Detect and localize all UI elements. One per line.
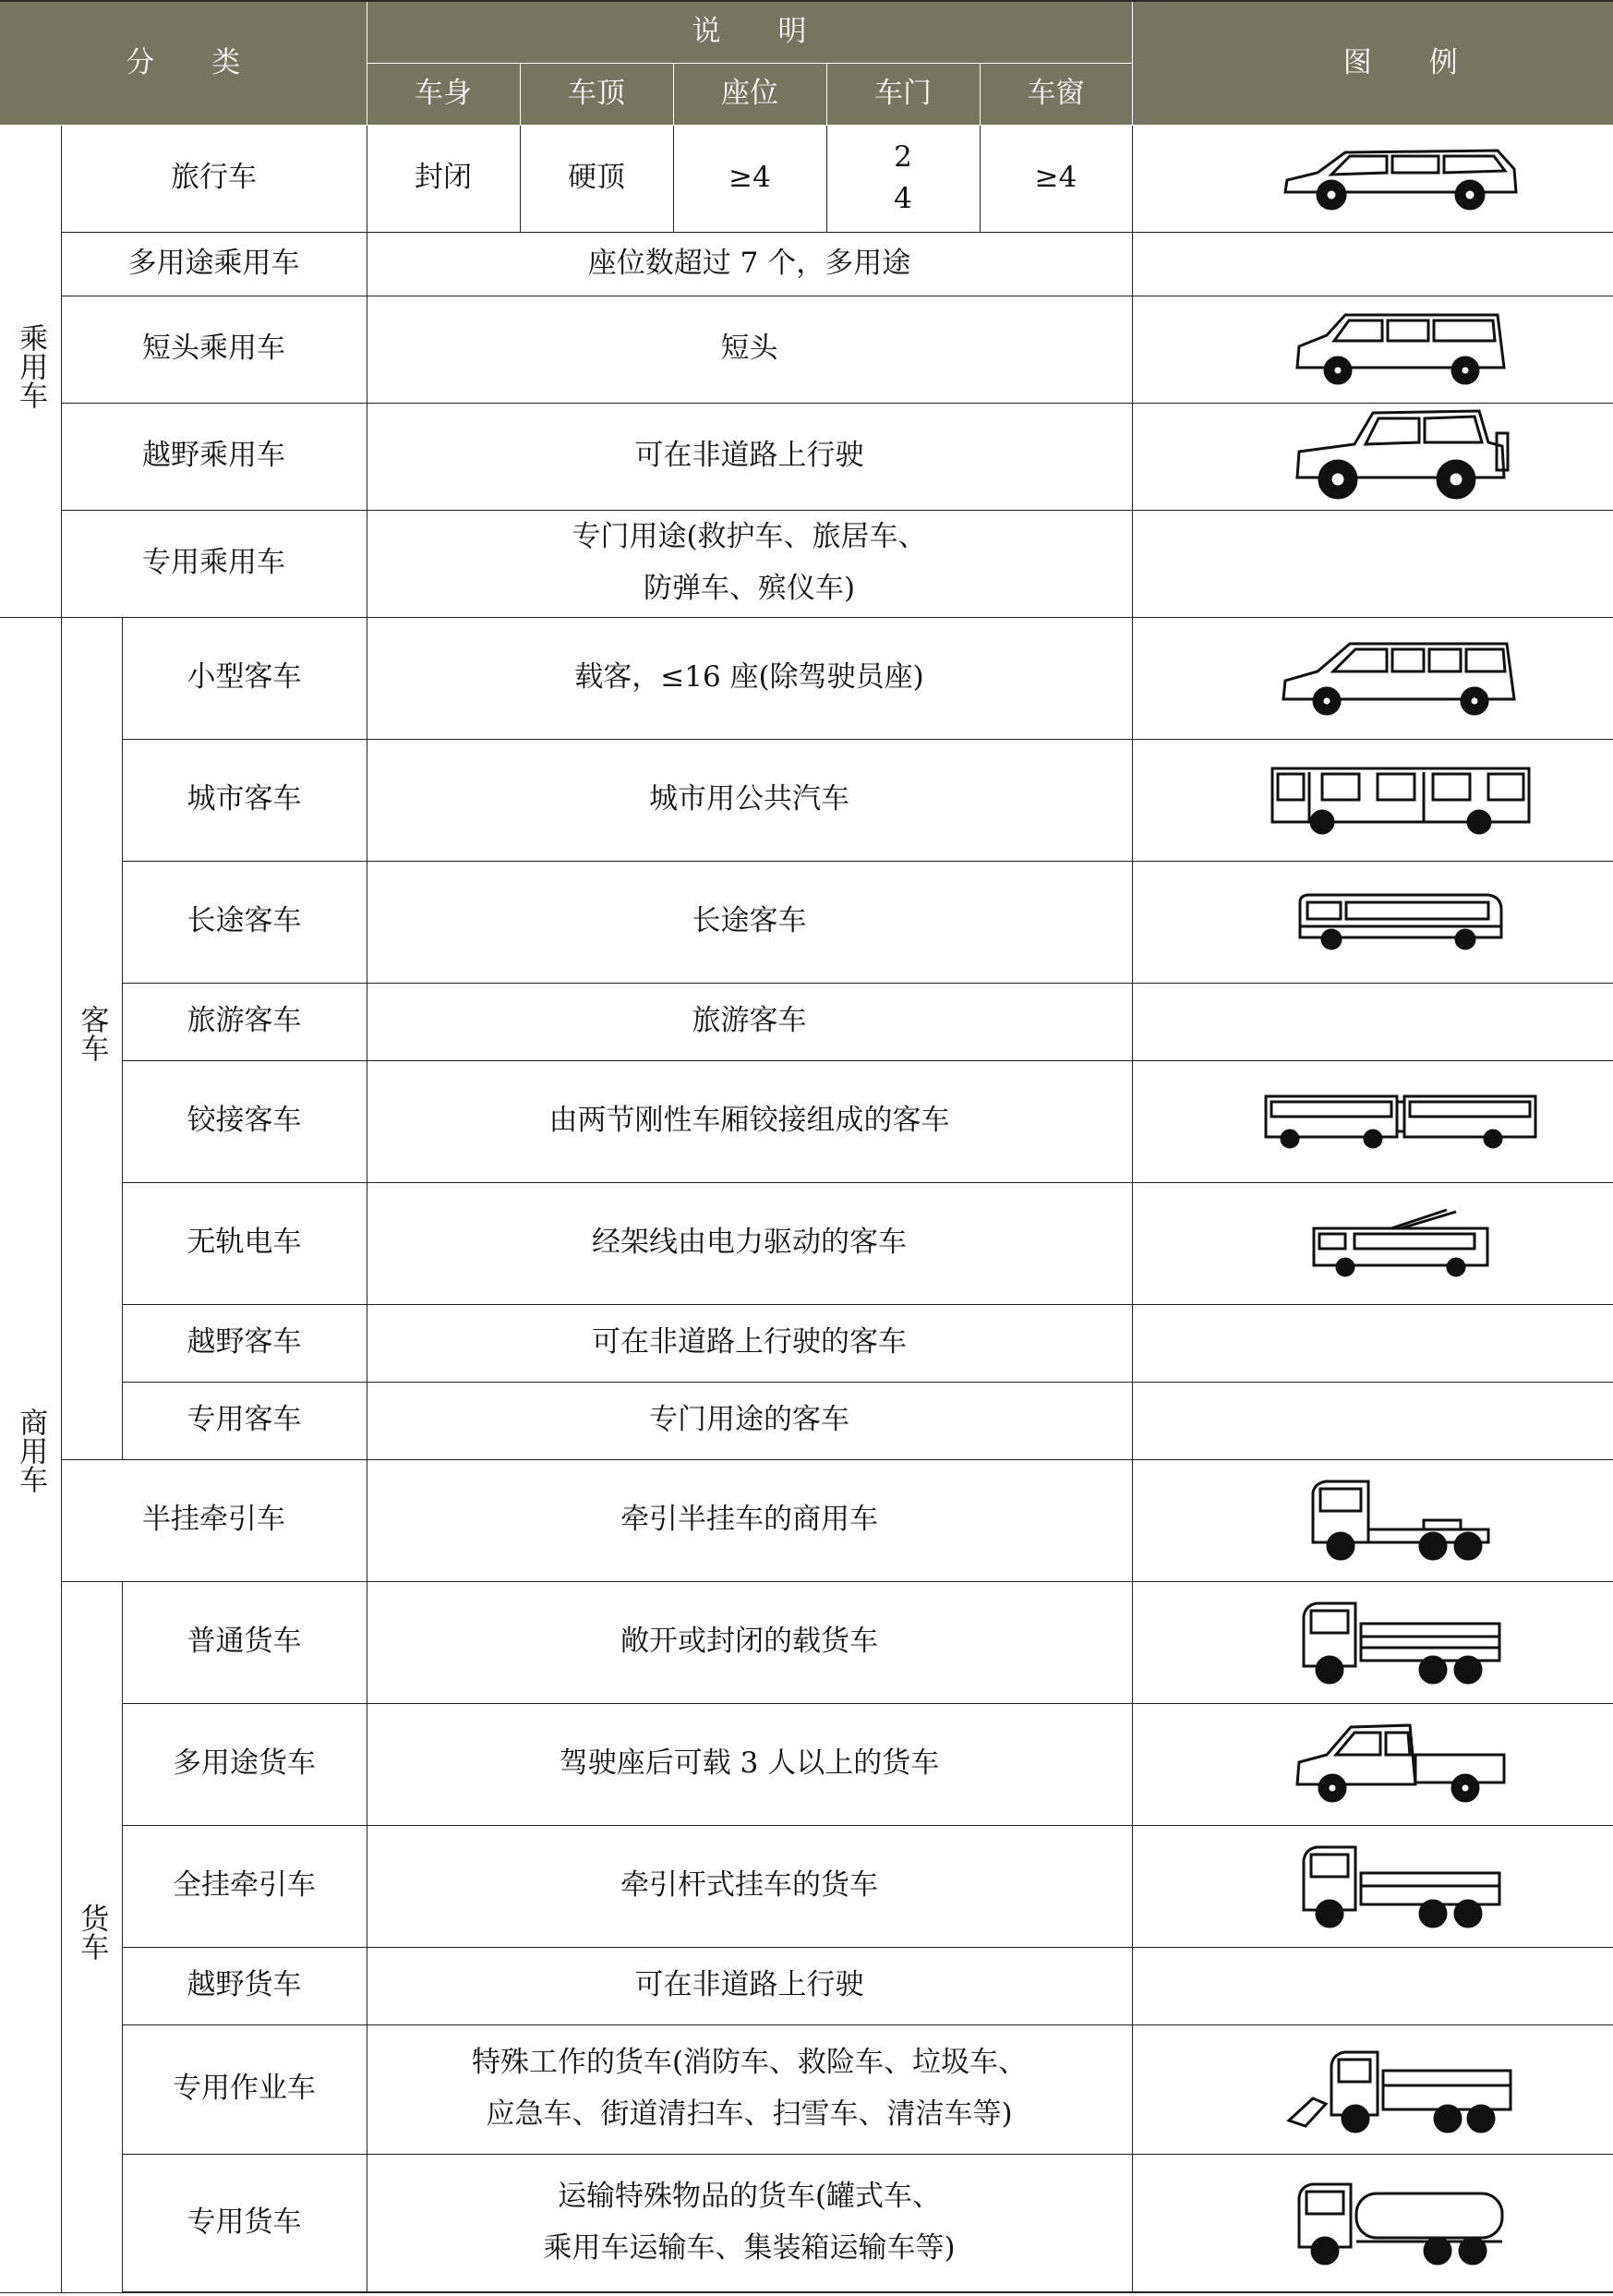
- table-row: [0, 1304, 1613, 1382]
- row-name: 多用途货车: [122, 1703, 367, 1825]
- table-row: [0, 861, 1613, 983]
- cell-doors: [826, 125, 980, 232]
- row-desc-line-1: 运输特殊物品的货车(罐式车、: [557, 2179, 942, 2213]
- row-name: 小型客车: [122, 617, 367, 739]
- row-desc: 驾驶座后可载 3 人以上的货车: [367, 1703, 1132, 1825]
- table-row: [0, 510, 1613, 617]
- row-desc: 载客，≤16 座(除驾驶员座): [367, 617, 1132, 739]
- row-desc: [367, 2024, 1132, 2154]
- row-desc: 牵引半挂车的商用车: [367, 1459, 1132, 1581]
- articulated-bus-icon: [1262, 1089, 1539, 1154]
- legend-cell: [1132, 1459, 1613, 1581]
- row-desc: [367, 510, 1132, 617]
- table-row: [0, 1182, 1613, 1304]
- table-row: [0, 232, 1613, 296]
- row-desc: 专门用途的客车: [367, 1382, 1132, 1459]
- row-desc: 可在非道路上行驶: [367, 1947, 1132, 2024]
- table-row: [0, 1703, 1613, 1825]
- row-name: 无轨电车: [122, 1182, 367, 1304]
- header-description: 说 明: [367, 1, 1132, 63]
- group-commercial-label: 商用车: [14, 1407, 48, 1493]
- legend-cell: [1132, 1304, 1613, 1382]
- row-name: 越野乘用车: [61, 403, 367, 510]
- row-desc-line-2: 应急车、街道清扫车、扫雪车、清洁车等): [486, 2097, 1013, 2131]
- table-row: [0, 739, 1613, 861]
- table-row: [0, 125, 1613, 232]
- tanker-truck-icon: [1290, 2177, 1511, 2269]
- row-desc-line-2: 乘用车运输车、集装箱运输车等): [543, 2230, 956, 2265]
- row-desc: [367, 2154, 1132, 2292]
- row-name: 越野客车: [122, 1304, 367, 1382]
- row-desc: 牵引杆式挂车的货车: [367, 1825, 1132, 1947]
- legend-cell: [1132, 1382, 1613, 1459]
- table-row: [0, 2154, 1613, 2292]
- row-desc: 经架线由电力驱动的客车: [367, 1182, 1132, 1304]
- drawbar-tractor-icon: [1294, 1840, 1507, 1932]
- semi-tractor-icon: [1304, 1474, 1498, 1566]
- row-name: 城市客车: [122, 739, 367, 861]
- group-passenger-car-label: 乘用车: [14, 323, 48, 410]
- group-truck-label: 货车: [75, 1903, 109, 1962]
- row-desc: 座位数超过 7 个，多用途: [367, 232, 1132, 296]
- trolleybus-icon: [1308, 1206, 1493, 1280]
- table-row: [0, 1060, 1613, 1182]
- group-bus: [61, 617, 122, 1459]
- table-row: [0, 403, 1613, 510]
- table-row: [0, 983, 1613, 1060]
- row-desc: 短头: [367, 296, 1132, 403]
- row-desc-line-1: 特殊工作的货车(消防车、救险车、垃圾车、: [471, 2046, 1028, 2080]
- coach-icon: [1294, 889, 1507, 954]
- legend-cell: [1132, 1060, 1613, 1182]
- row-name: 专用客车: [122, 1382, 367, 1459]
- legend-cell: [1132, 983, 1613, 1060]
- legend-cell: [1132, 403, 1613, 510]
- header-doors: 车门: [826, 63, 980, 125]
- table-row: [0, 1459, 1613, 1581]
- row-name: 旅行车: [61, 125, 367, 232]
- row-desc: 城市用公共汽车: [367, 739, 1132, 861]
- row-name: 半挂牵引车: [61, 1459, 367, 1581]
- row-desc: 旅游客车: [367, 983, 1132, 1060]
- pickup-truck-icon: [1290, 1718, 1511, 1810]
- city-bus-icon: [1267, 763, 1535, 837]
- cargo-truck-icon: [1294, 1596, 1507, 1688]
- row-desc: 由两节刚性车厢铰接组成的客车: [367, 1060, 1132, 1182]
- group-bus-label: 客车: [75, 1005, 109, 1063]
- table-row: [0, 1825, 1613, 1947]
- row-name: 专用货车: [122, 2154, 367, 2292]
- legend-cell: [1132, 2024, 1613, 2154]
- legend-cell: [1132, 1703, 1613, 1825]
- group-truck: [61, 1581, 122, 2292]
- header-windows: 车窗: [980, 63, 1132, 125]
- cell-doors-b: 4: [894, 182, 912, 215]
- table-row: [0, 617, 1613, 739]
- table-row: [0, 1581, 1613, 1703]
- legend-cell: [1132, 2154, 1613, 2292]
- table-row: [0, 1947, 1613, 2024]
- row-name: 多用途乘用车: [61, 232, 367, 296]
- legend-cell: [1132, 232, 1613, 296]
- row-name: 越野货车: [122, 1947, 367, 2024]
- header-roof: 车顶: [520, 63, 673, 125]
- legend-cell: [1132, 861, 1613, 983]
- row-name: 全挂牵引车: [122, 1825, 367, 1947]
- header-seats: 座位: [673, 63, 826, 125]
- group-passenger-car: [0, 125, 61, 617]
- suv-icon: [1290, 405, 1511, 507]
- cell-seats: ≥4: [673, 125, 826, 232]
- legend-cell: [1132, 296, 1613, 403]
- legend-cell: [1132, 510, 1613, 617]
- row-desc: 可在非道路上行驶: [367, 403, 1132, 510]
- group-commercial: [0, 617, 61, 2292]
- row-name: 专用作业车: [122, 2024, 367, 2154]
- station-wagon-icon: [1276, 141, 1525, 215]
- cell-doors-a: 2: [894, 140, 912, 175]
- legend-cell: [1132, 1825, 1613, 1947]
- row-name: 普通货车: [122, 1581, 367, 1703]
- row-name: 短头乘用车: [61, 296, 367, 403]
- row-desc: 可在非道路上行驶的客车: [367, 1304, 1132, 1382]
- row-desc: 长途客车: [367, 861, 1132, 983]
- cell-body: 封闭: [367, 125, 520, 232]
- row-name: 专用乘用车: [61, 510, 367, 617]
- table-row: [0, 1382, 1613, 1459]
- legend-cell: [1132, 1182, 1613, 1304]
- snowplow-truck-icon: [1285, 2043, 1516, 2135]
- table-row: [0, 2024, 1613, 2154]
- header-legend: 图 例: [1132, 1, 1613, 125]
- table-row: [0, 296, 1613, 403]
- cell-windows: ≥4: [980, 125, 1132, 232]
- minibus-icon: [1276, 636, 1525, 719]
- legend-cell: [1132, 1581, 1613, 1703]
- legend-cell: [1132, 125, 1613, 232]
- legend-cell: [1132, 617, 1613, 739]
- header-category: 分 类: [0, 1, 367, 125]
- legend-cell: [1132, 739, 1613, 861]
- cell-roof: 硬顶: [520, 125, 673, 232]
- row-desc-line-1: 专门用途(救护车、旅居车、: [572, 520, 927, 554]
- short-nose-van-icon: [1290, 308, 1511, 391]
- legend-cell: [1132, 1947, 1613, 2024]
- row-desc: 敞开或封闭的载货车: [367, 1581, 1132, 1703]
- row-name: 长途客车: [122, 861, 367, 983]
- header-body: 车身: [367, 63, 520, 125]
- row-name: 铰接客车: [122, 1060, 367, 1182]
- row-name: 旅游客车: [122, 983, 367, 1060]
- row-desc-line-2: 防弹车、殡仪车): [643, 572, 856, 605]
